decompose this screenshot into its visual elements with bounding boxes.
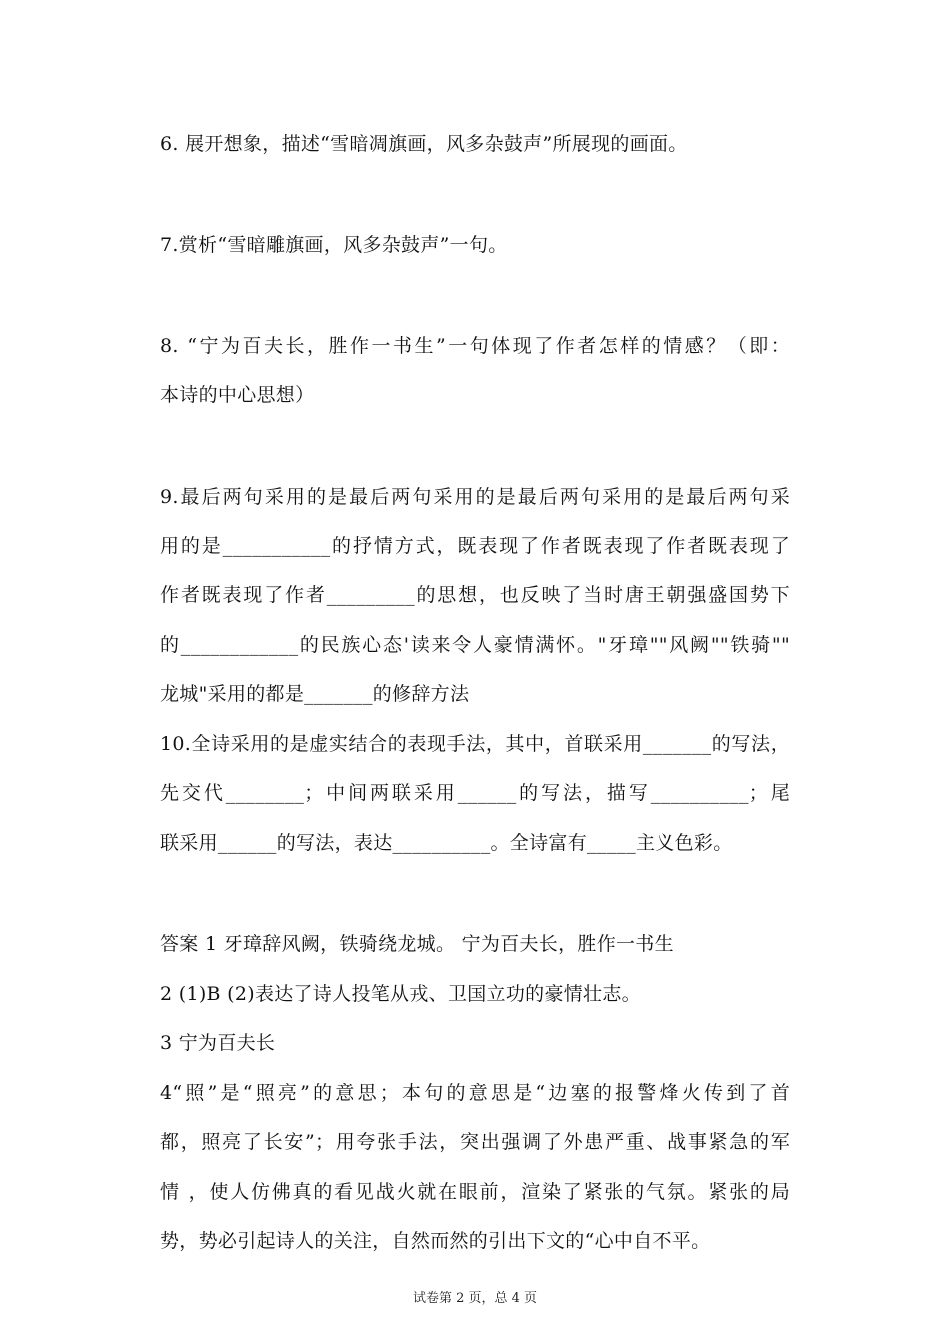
answer-1: 答案 1 牙璋辞风阙，铁骑绕龙城。 宁为百夫长，胜作一书生 xyxy=(160,933,674,955)
question-9-line-5: 龙城"采用的都是_______的修辞方法 xyxy=(160,683,470,705)
answer-4-line-2: 都，照亮了长安”；用夸张手法，突出强调了外患严重、战事紧急的军 xyxy=(160,1131,790,1153)
answer-4-line-3: 情 ，使人仿佛真的看见战火就在眼前，渲染了紧张的气氛。紧张的局 xyxy=(160,1181,790,1203)
question-7: 7.赏析“雪暗雕旗画，风多杂鼓声”一句。 xyxy=(160,234,508,256)
question-9-line-1: 9.最后两句采用的是最后两句采用的是最后两句采用的是最后两句采 xyxy=(160,486,790,508)
question-9-line-4: 的____________的民族心态'读来令人豪情满怀。"牙璋""风阙""铁骑"" xyxy=(160,634,790,656)
page-footer: 试卷第 2 页，总 4 页 xyxy=(412,1291,538,1306)
question-8-line-2: 本诗的中心思想） xyxy=(160,384,315,406)
question-9-line-3: 作者既表现了作者_________的思想，也反映了当时唐王朝强盛国势下 xyxy=(160,584,790,606)
question-10-line-1: 10.全诗采用的是虚实结合的表现手法，其中，首联采用_______的写法， xyxy=(160,733,790,755)
question-9-line-2: 用的是___________的抒情方式，既表现了作者既表现了作者既表现了 xyxy=(160,535,790,557)
question-8-line-1: 8. “宁为百夫长，胜作一书生”一句体现了作者怎样的情感？（即： xyxy=(160,335,790,357)
answer-2: 2 (1)B (2)表达了诗人投笔从戎、卫国立功的豪情壮志。 xyxy=(160,983,641,1005)
question-10-line-2: 先交代________；中间两联采用______的写法，描写__________；尾 xyxy=(160,782,790,804)
answer-3: 3 宁为百夫长 xyxy=(160,1032,276,1054)
answer-4-line-1: 4“照”是“照亮”的意思；本句的意思是“边塞的报警烽火传到了首 xyxy=(160,1082,790,1104)
question-10-line-3: 联采用______的写法，表达__________。全诗富有_____主义色彩。 xyxy=(160,832,733,854)
answer-4-line-4: 势，势必引起诗人的关注，自然而然的引出下文的“心中自不平。 xyxy=(160,1230,711,1252)
question-6: 6. 展开想象，描述“雪暗凋旗画，风多杂鼓声”所展现的画面。 xyxy=(160,133,688,155)
